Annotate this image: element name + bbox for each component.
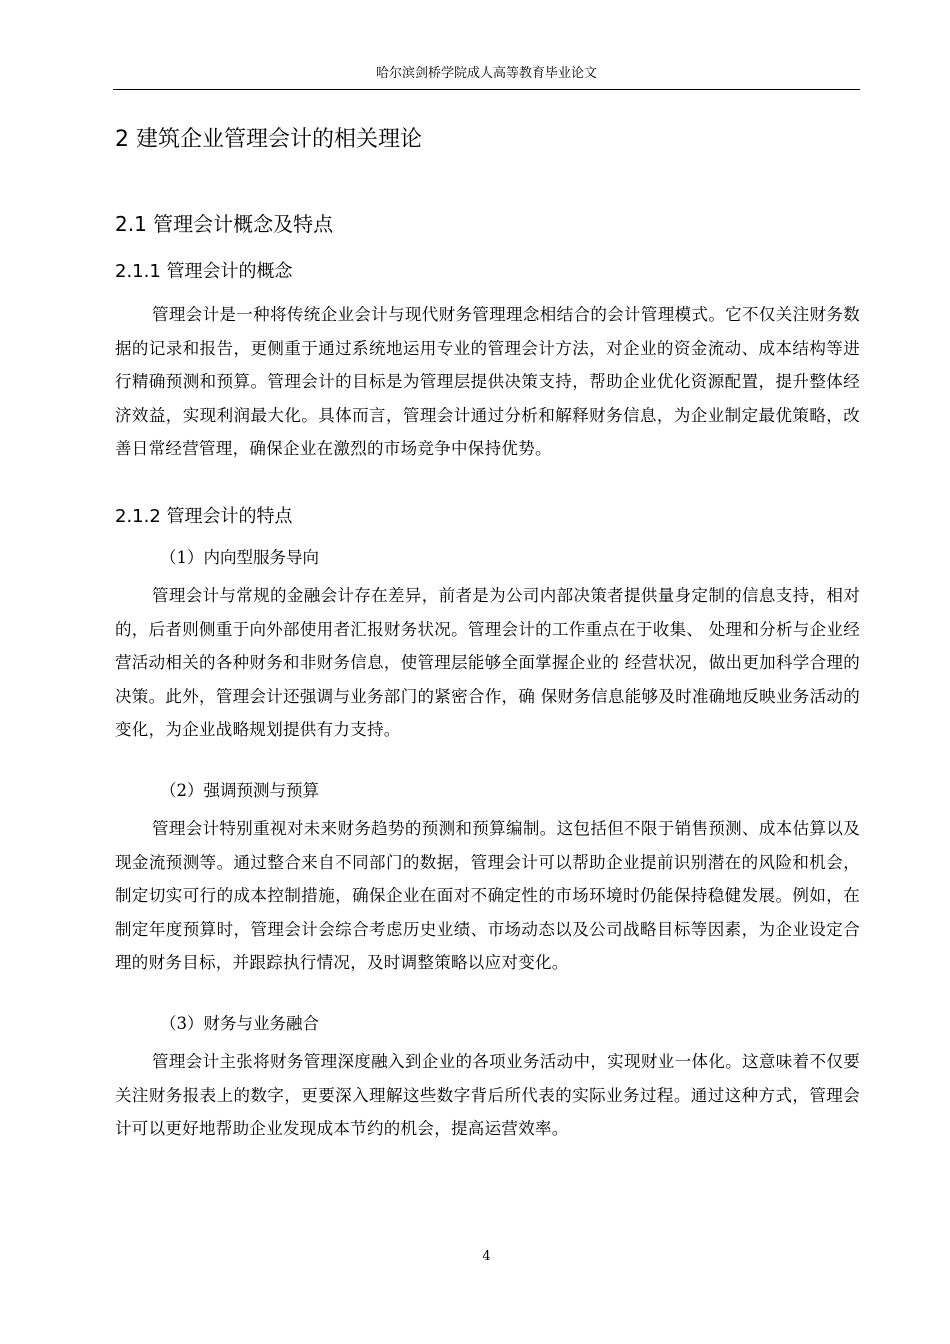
- subsection-title-2-1-2: 2.1.2 管理会计的特点: [115, 506, 293, 527]
- item-label-3: （3）财务与业务融合: [160, 1014, 319, 1033]
- item-label-1: （1）内向型服务导向: [160, 548, 319, 567]
- page-header: 哈尔滨剑桥学院成人高等教育毕业论文: [375, 66, 597, 81]
- header-divider: [113, 89, 860, 90]
- subsection-title-2-1-1: 2.1.1 管理会计的概念: [115, 261, 293, 282]
- paragraph-item-3: 管理会计主张将财务管理深度融入到企业的各项业务活动中，实现财业一体化。这意味着不仅要关注财务报表上的数字，更要深入理解这些数字背后所代表的实际业务过程。通过这种方式，管理会计可以更好地帮助企业发现成本节约的机会，提高运营效率。: [115, 1052, 860, 1139]
- page-number: 4: [482, 1249, 491, 1264]
- section-title-2-1: 2.1 管理会计概念及特点: [115, 212, 334, 236]
- paragraph-item-2: 管理会计特别重视对未来财务趋势的预测和预算编制。这包括但不限于销售预测、成本估算以及现金流预测等。通过整合来自不同部门的数据，管理会计可以帮助企业提前识别潜在的风险和机会，制定切实可行的成本控制措施，确保企业在面对不确定性的市场环境时仍能保持稳健发展。例如，在制定年度预算时，管理会计会综合考虑历史业绩、市场动态以及公司战略目标等因素，为企业设定合理的财务目标，并跟踪执行情况，及时调整策略以应对变化。: [115, 819, 860, 973]
- paragraph-item-1: 管理会计与常规的金融会计存在差异，前者是为公司内部决策者提供量身定制的信息支持，相对的，后者则侧重于向外部使用者汇报财务状况。管理会计的工作重点在于收集、 处理和分析与企业经营活动相关的各种财务和非财务信息，使管理层能够全面掌握企业的 经营状况，做出更加科学合理的决策。此外，管理会计还强调与业务部门的紧密合作，确 保财务信息能够及时准确地反映业务活动的变化，为企业战略规划提供有力支持。: [115, 586, 860, 740]
- item-label-2: （2）强调预测与预算: [160, 781, 319, 800]
- paragraph-concept: 管理会计是一种将传统企业会计与现代财务管理理念相结合的会计管理模式。它不仅关注财务数据的记录和报告，更侧重于通过系统地运用专业的管理会计方法，对企业的资金流动、成本结构等进行精确预测和预算。管理会计的目标是为管理层提供决策支持，帮助企业优化资源配置，提升整体经济效益，实现利润最大化。具体而言，管理会计通过分析和解释财务信息，为企业制定最优策略，改善日常经营管理，确保企业在激烈的市场竞争中保持优势。: [115, 305, 860, 459]
- chapter-title: 2 建筑企业管理会计的相关理论: [115, 127, 422, 152]
